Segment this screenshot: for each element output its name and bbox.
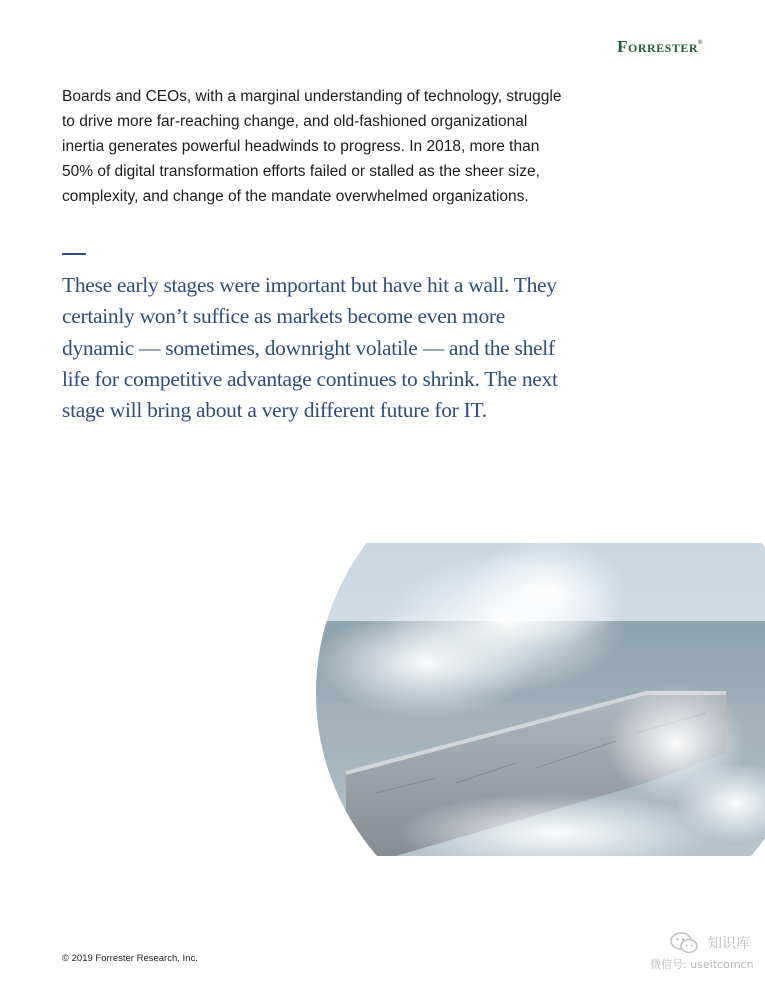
wechat-icon [670, 932, 698, 958]
pull-quote: These early stages were important but have hit a wall. They certainly won’t suffice as markets become even more dynamic — sometimes, downright volatile — and the shelf life for competitive advantage continues to shrink. The next stage will bring about a very different future for IT. [62, 273, 558, 423]
watermark [650, 932, 760, 972]
seawall-wave-photo [316, 543, 765, 856]
forrester-logo [617, 37, 703, 57]
logo-text: Forrester [617, 37, 699, 56]
body-paragraph: Boards and CEOs, with a marginal understanding of technology, struggle to drive more far-reaching change, and old-fashioned organizational inertia generates powerful headwinds to progress. In 2018, more than 50% of digital transformation efforts failed or stalled as the sheer size, complexity, and change of the mandate overwhelmed organizations. [62, 88, 562, 205]
copyright-notice: © 2019 Forrester Research, Inc. [62, 953, 198, 964]
divider-rule [62, 253, 86, 255]
watermark-name: 知识库 [708, 936, 750, 952]
registered-mark: ® [698, 40, 703, 46]
watermark-id: 微信号: useitcomcn [650, 958, 754, 971]
